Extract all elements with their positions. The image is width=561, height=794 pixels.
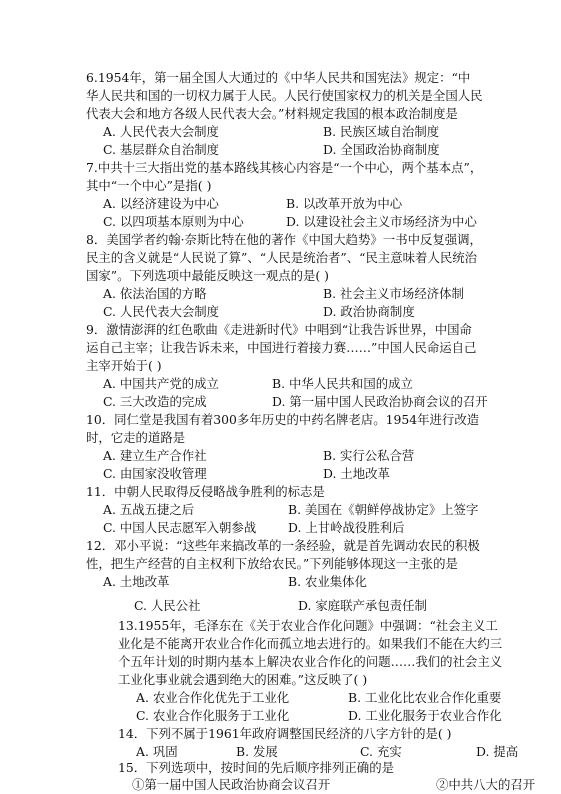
question-8-option-c: C. 人民代表大会制度 [103, 304, 220, 319]
question-10-option-a: A. 建立生产合作社 [103, 448, 207, 463]
question-9-option-b: B. 中华人民共和国的成立 [272, 376, 413, 391]
question-12-line-1: 12．邓小平说：“这些年来搞改革的一条经验，就是首先调动农民的积极 [86, 538, 480, 553]
question-6-option-c: C. 基层群众自治制度 [103, 142, 220, 157]
question-9-option-a: A. 中国共产党的成立 [103, 376, 219, 391]
question-12-option-d: D. 家庭联产承包责任制 [298, 598, 427, 613]
question-6-option-a: A. 人民代表大会制度 [103, 124, 219, 139]
question-8-option-a: A. 依法治国的方略 [103, 286, 207, 301]
question-12-line-2: 性，把生产经营的自主权利下放给农民。”下列能够体现这一主张的是 [86, 556, 458, 571]
question-10-option-d: D. 土地改革 [323, 466, 390, 481]
question-11-line-1: 11．中朝人民取得反侵略战争胜利的标志是 [86, 484, 325, 499]
question-12-option-b: B. 农业集体化 [288, 574, 367, 589]
question-6-line-2: 华人民共和国的一切权力属于人民。人民行使国家权力的机关是全国人民 [86, 88, 483, 103]
question-9-option-d: D. 第一届中国人民政治协商会议的召开 [272, 394, 488, 409]
question-13-option-d: D. 工业化服务于农业合作化 [348, 708, 502, 723]
question-15-item-2: ②中共八大的召开 [436, 777, 536, 792]
question-14-line-1: 14．下列不属于1961年政府调整国民经济的八字方针的是( ) [118, 726, 452, 741]
question-10-option-c: C. 由国家没收管理 [103, 466, 207, 481]
question-11-option-a: A. 五战五捷之后 [103, 502, 195, 517]
question-13-option-b: B. 工业化比农业合作化重要 [348, 690, 502, 705]
question-7-option-c: C. 以四项基本原则为中心 [103, 214, 244, 229]
question-6-option-d: D. 全国政治协商制度 [323, 142, 440, 157]
question-14-option-b: B. 发展 [236, 744, 278, 759]
question-6-line-3: 代表大会和地方各级人民代表大会。”材料规定我国的根本政治制度是 [86, 106, 458, 121]
question-8-option-b: B. 社会主义市场经济体制 [323, 286, 464, 301]
question-14-option-a: A. 巩固 [136, 744, 178, 759]
question-12-option-a: A. 土地改革 [103, 574, 170, 589]
question-15-item-1: ①第一届中国人民政治协商会议召开 [132, 777, 331, 792]
question-8-line-3: 国家”。下列选项中最能反映这一观点的是( ) [86, 268, 329, 283]
question-15-line-1: 15．下列选项中，按时间的先后顺序排列正确的是 [118, 760, 394, 775]
question-13-option-c: C. 农业合作化服务于工业化 [136, 708, 290, 723]
question-10-line-1: 10．同仁堂是我国有着300多年历史的中药名牌老店。1954年进行改造 [86, 412, 480, 427]
question-13-option-a: A. 农业合作化优先于工业化 [136, 690, 290, 705]
question-7-line-1: 7.中共十三大指出党的基本路线其核心内容是“一个中心，两个基本点”， [86, 160, 483, 175]
question-14-option-d: D. 提高 [476, 744, 519, 759]
question-12-option-c: C. 人民公社 [134, 598, 201, 613]
question-7-option-b: B. 以改革开放为中心 [286, 196, 403, 211]
question-9-option-c: C. 三大改造的完成 [103, 394, 207, 409]
question-7-option-a: A. 以经济建设为中心 [103, 196, 219, 211]
question-11-option-b: B. 美国在《朝鲜停战协定》上签字 [288, 502, 479, 517]
question-10-option-b: B. 实行公私合营 [323, 448, 415, 463]
question-13-line-2: 业化是不能离开农业合作化而孤立地去进行的。如果我们不能在大约三 [118, 636, 503, 651]
question-11-option-d: D. 上甘岭战役胜利后 [288, 520, 405, 535]
question-9-line-2: 运自己主宰；让我告诉未来，中国进行着接力赛……”中国人民命运自己 [86, 340, 477, 355]
question-13-line-1: 13.1955年，毛泽东在《关于农业合作化问题》中强调：“社会主义工 [118, 618, 498, 633]
question-6-option-b: B. 民族区域自治制度 [323, 124, 440, 139]
question-13-line-4: 工业化事业就会遇到绝大的困难。”这反映了( ) [118, 672, 368, 687]
question-10-line-2: 时，它走的道路是 [86, 430, 186, 445]
question-7-line-2: 其中“一个中心”是指( ) [86, 178, 212, 193]
question-7-option-d: D. 以建设社会主义市场经济为中心 [286, 214, 477, 229]
question-13-line-3: 个五年计划的时期内基本上解决农业合作化的问题……我们的社会主义 [118, 654, 503, 669]
question-8-line-1: 8．美国学者约翰·奈斯比特在他的著作《中国大趋势》一书中反复强调， [86, 232, 482, 247]
question-9-line-3: 主宰开始于( ) [86, 358, 162, 373]
question-11-option-c: C. 中国人民志愿军入朝参战 [103, 520, 257, 535]
question-8-line-2: 民主的含义就是“人民说了算”、“人民是统治者”、“民主意味着人民统治 [86, 250, 478, 265]
question-6-line-1: 6.1954年，第一届全国人大通过的《中华人民共和国宪法》规定：“中 [86, 70, 471, 85]
question-14-option-c: C. 充实 [360, 744, 402, 759]
question-8-option-d: D. 政治协商制度 [323, 304, 415, 319]
question-9-line-1: 9．激情澎湃的红色歌曲《走进新时代》中唱到“让我告诉世界，中国命 [86, 322, 472, 337]
